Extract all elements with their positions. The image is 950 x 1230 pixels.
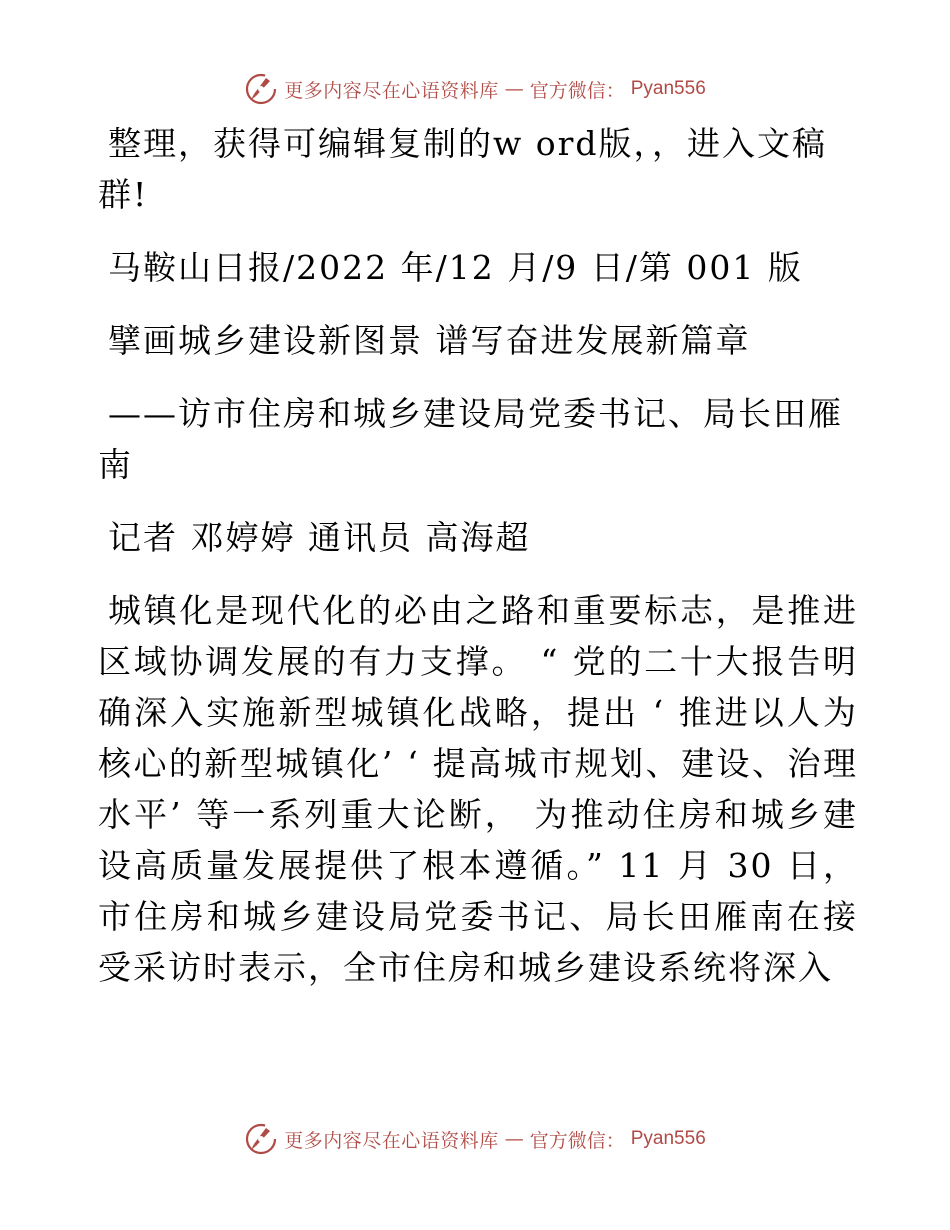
watermark-separator: — — [504, 78, 524, 100]
watermark-group — [244, 1122, 706, 1156]
subheadline: ——访市住房和城乡建设局党委书记、局长田雁南 — [98, 394, 843, 484]
body-paragraph: 城镇化是现代化的必由之路和重要标志，是推进区域协调发展的有力支撑。 “ 党的二十大报告明确深入实施新型城镇化战略，提出 ‘ 推进以人为核心的新型城镇化’ ‘ 提高城市规划、建设、治理水平’ 等一系列重大论断， 为推动住房和城乡建设高质量发展提供了根本遵循。” 11 月 30 日，市住房和城乡建设局党委书记、局长田雁南在接受采访时表示，全市住房和城乡建设系统将深入 — [98, 591, 858, 987]
headline: 擘画城乡建设新图景 谱写奋进发展新篇章 — [108, 321, 751, 360]
document-body — [98, 118, 858, 993]
quill-pen-logo-icon — [244, 1122, 278, 1156]
quill-pen-logo-icon — [244, 72, 278, 106]
header-watermark — [0, 72, 950, 106]
watermark-wechat-id: Pyan556 — [630, 1128, 706, 1149]
watermark-wechat-id: Pyan556 — [630, 78, 706, 99]
watermark-wechat-label: 官方微信： — [529, 1129, 625, 1152]
source-line: 马鞍山日报/2022 年/12 月/9 日/第 001 版 — [108, 248, 803, 287]
watermark-site-text: 更多内容尽在心语资料库 — [284, 1129, 499, 1152]
byline: 记者 邓婷婷 通讯员 高海超 — [108, 518, 531, 557]
footer-watermark — [0, 1122, 950, 1156]
notice-text: 整理，获得可编辑复制的w ord版，，进入文稿群! — [98, 124, 828, 214]
watermark-separator: — — [504, 1128, 524, 1150]
watermark-site-text: 更多内容尽在心语资料库 — [284, 79, 499, 102]
watermark-group — [244, 72, 706, 106]
watermark-wechat-label: 官方微信： — [529, 79, 625, 102]
